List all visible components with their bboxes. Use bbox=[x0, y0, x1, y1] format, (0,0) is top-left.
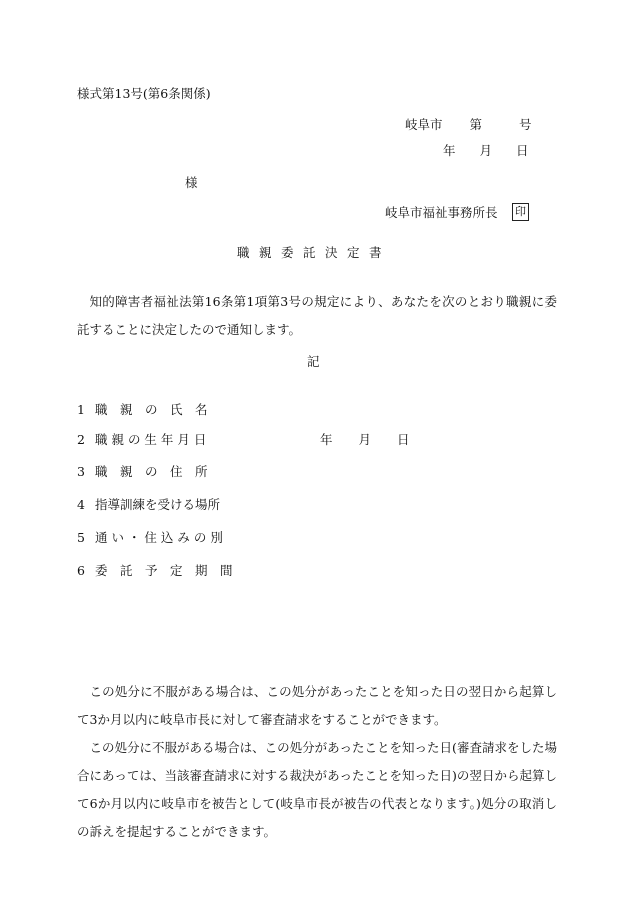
item-row bbox=[77, 532, 223, 545]
form-number: 様式第13号(第6条関係) bbox=[77, 86, 211, 101]
item-number: 1 bbox=[77, 402, 85, 417]
item-label: 通 い ・ 住 込 み の 別 bbox=[95, 530, 223, 545]
lawsuit-notice: この処分に不服がある場合は、この処分があったことを知った日(審査請求をした場合にあっては、当該審査請求に対する裁決があったことを知った日)の翌日から起算して6か月以内に岐阜市を被告として(岐阜市長が被告の代表となります。)処分の取消しの訴えを提起することができます。 bbox=[77, 740, 557, 839]
item-row bbox=[77, 565, 233, 578]
issue-date bbox=[443, 145, 529, 158]
appeal-notice: この処分に不服がある場合は、この処分があったことを知った日の翌日から起算して3か月以内に岐阜市長に対して審査請求をすることができます。 bbox=[77, 684, 557, 727]
item-number: 3 bbox=[77, 464, 85, 479]
dai-label: 第 bbox=[469, 117, 483, 132]
seal-mark: 印 bbox=[512, 203, 529, 221]
document-number bbox=[405, 119, 532, 132]
month-label: 月 bbox=[479, 143, 493, 158]
item-label: 職 親 の 住 所 bbox=[95, 464, 208, 479]
issuer-name: 岐阜市福祉事務所長 bbox=[385, 205, 498, 220]
item-number: 2 bbox=[77, 432, 85, 447]
year-label: 年 bbox=[443, 143, 456, 158]
addressee: 様 bbox=[185, 175, 198, 190]
item-label: 指導訓練を受ける場所 bbox=[95, 497, 221, 512]
city-label: 岐阜市 bbox=[405, 117, 443, 132]
go-label: 号 bbox=[519, 117, 532, 132]
item-label: 職 親 の 氏 名 bbox=[95, 402, 208, 417]
item-label: 委 託 予 定 期 間 bbox=[95, 563, 233, 578]
item-label: 職 親 の 生 年 月 日 bbox=[95, 432, 207, 447]
ki-heading: 記 bbox=[307, 354, 320, 369]
dob-month-label: 月 bbox=[358, 432, 372, 447]
item-number: 5 bbox=[77, 530, 85, 545]
item-row bbox=[77, 404, 208, 417]
document-title: 職親委託決定書 bbox=[237, 245, 392, 260]
intro-paragraph: 知的障害者福祉法第16条第1項第3号の規定により、あなたを次のとおり職親に委託することに決定したので通知します。 bbox=[77, 294, 557, 337]
item-row bbox=[77, 466, 208, 479]
dob-year-label: 年 bbox=[320, 432, 333, 447]
dob-day-label: 日 bbox=[397, 432, 410, 447]
item-row bbox=[77, 434, 206, 447]
item-number: 6 bbox=[77, 563, 85, 578]
day-label: 日 bbox=[516, 143, 529, 158]
dob-fields bbox=[320, 434, 410, 447]
item-number: 4 bbox=[77, 497, 85, 512]
item-row bbox=[77, 499, 220, 512]
